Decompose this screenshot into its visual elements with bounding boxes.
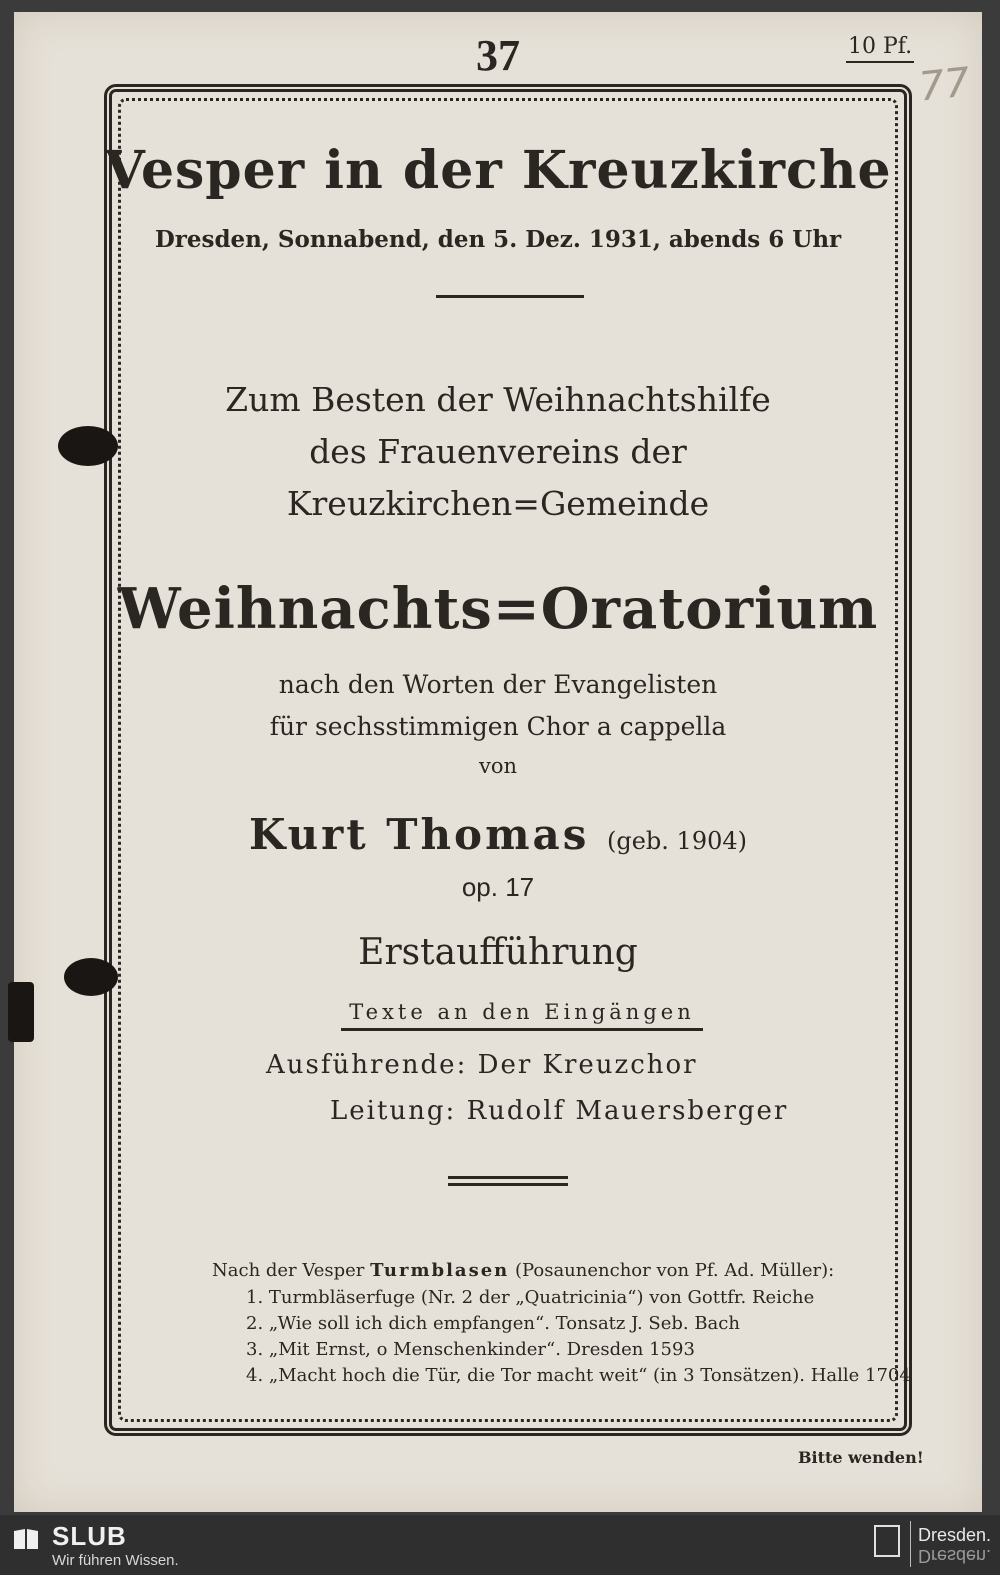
binding-hole-bottom	[64, 958, 118, 996]
benefit-block	[14, 374, 982, 530]
work-description	[14, 664, 982, 748]
list-item: 2. „Wie soll ich dich empfangen“. Tonsatz J. Seb. Bach	[246, 1313, 740, 1334]
composer-birth-note: (geb. 1904)	[607, 827, 747, 855]
texts-notice: Texte an den Eingängen	[341, 1000, 703, 1031]
benefit-line-1: Zum Besten der Weihnachtshilfe	[225, 380, 771, 419]
list-item: 4. „Macht hoch die Tür, die Tor macht weit“ (in 3 Tonsätzen). Halle 1704	[246, 1365, 911, 1386]
work-description-line-2: für sechsstimmigen Chor a cappella	[269, 712, 727, 741]
composer-name: Kurt Thomas	[249, 810, 590, 859]
page-edge-tear	[8, 982, 34, 1042]
partner-logo-name[interactable]: Dresden.	[918, 1525, 992, 1545]
library-tagline: Wir führen Wissen.	[52, 1552, 179, 1569]
event-title: Vesper in der Kreuzkirche	[104, 140, 892, 201]
performers-line: Ausführende: Der Kreuzchor	[266, 1050, 698, 1080]
program-page	[14, 12, 982, 1512]
premiere-label: Erstaufführung	[358, 932, 638, 973]
list-item: 3. „Mit Ernst, o Menschenkinder“. Dresden 1593	[246, 1339, 695, 1360]
pencil-annotation: 77	[916, 59, 973, 111]
postlude-section	[212, 1260, 911, 1389]
work-description-line-1: nach den Worten der Evangelisten	[278, 670, 718, 699]
benefit-line-3: Kreuzkirchen=Gemeinde	[286, 484, 710, 523]
composer-line	[14, 810, 982, 859]
by-label: von	[478, 754, 518, 778]
divider-double-2	[448, 1183, 568, 1186]
conductor-line: Leitung: Rudolf Mauersberger	[330, 1096, 789, 1126]
postlude-intro	[212, 1260, 911, 1281]
work-title: Weihnachts=Oratorium	[117, 576, 879, 642]
list-item: 1. Turmbläserfuge (Nr. 2 der „Quatricinia“) von Gottfr. Reiche	[246, 1287, 815, 1308]
postlude-intro-bold: Turmblasen	[370, 1260, 510, 1281]
benefit-line-2: des Frauenvereins der	[309, 432, 687, 471]
partner-logo-reflection: Dresden.	[918, 1546, 992, 1566]
price-label: 10 Pf.	[846, 34, 914, 63]
opus-number: op. 17	[461, 872, 535, 902]
city-crest-icon	[874, 1525, 900, 1557]
book-icon	[12, 1527, 40, 1551]
postlude-intro-text: Nach der Vesper	[212, 1260, 371, 1281]
postlude-intro-tail: (Posaunenchor von Pf. Ad. Müller):	[509, 1260, 835, 1281]
viewer-footer	[0, 1515, 1000, 1575]
binding-hole-top	[58, 426, 118, 466]
postlude-list	[246, 1285, 911, 1389]
event-details: Dresden, Sonnabend, den 5. Dez. 1931, abends 6 Uhr	[154, 226, 842, 253]
divider-double-1	[448, 1176, 568, 1179]
footer-divider	[910, 1521, 911, 1567]
library-logo-name[interactable]: SLUB	[52, 1521, 127, 1551]
divider-top	[436, 295, 584, 298]
turn-page-note: Bitte wenden!	[798, 1448, 924, 1467]
program-number: 37	[476, 31, 520, 80]
